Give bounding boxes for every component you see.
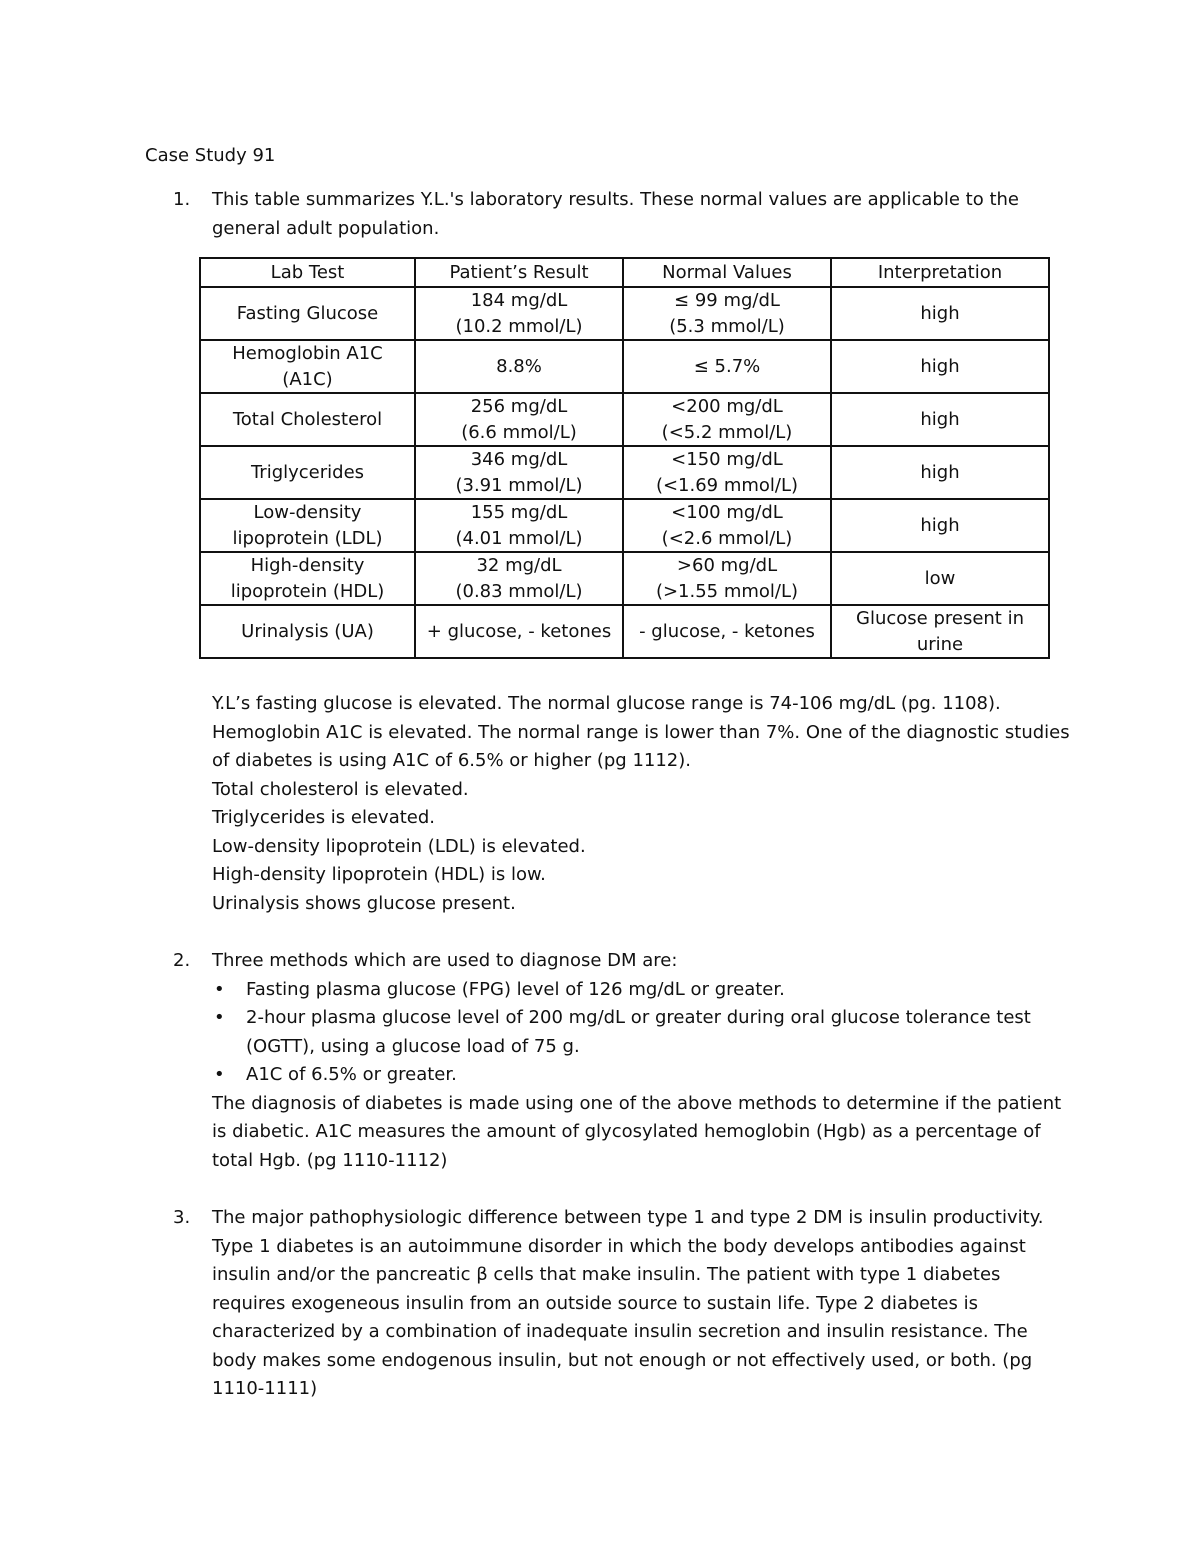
lab-test-cell: [200, 499, 415, 552]
list-item-text: Fasting plasma glucose (FPG) level of 126 mg/dL or greater.: [246, 978, 785, 1000]
patient-result-cell: [415, 605, 623, 658]
cell-line: >60 mg/dL: [676, 555, 778, 576]
lab-test-cell: [200, 393, 415, 446]
cell-line: Hemoglobin A1C: [232, 343, 383, 364]
table-row: [200, 446, 1049, 499]
interpretation-cell: [831, 287, 1049, 340]
cell-line: (<1.69 mmol/L): [655, 474, 799, 496]
answer-line: High-density lipoprotein (HDL) is low.: [212, 864, 546, 885]
bullet-icon: •: [214, 1007, 225, 1028]
patient-result-cell: [415, 446, 623, 499]
normal-values-cell: [623, 393, 831, 446]
cell-line: (10.2 mmol/L): [455, 315, 583, 337]
cell-line: (4.01 mmol/L): [455, 527, 583, 549]
question-body: The major pathophysiologic difference between type 1 and type 2 DM is insulin productivity. Type 1 diabetes is an autoimmune disorder in which the body develops antibodies against insulin and/or the pancreatic β cells that make insulin. The patient with type 1 diabetes requires exogeneous insulin from an outside source to sustain life. Type 2 diabetes is characterized by a combination of inadequate insulin secretion and insulin resistance. The body makes some endogenous insulin, but not enough or not effectively used, or both. (pg 1110-1111): [212, 1207, 1044, 1399]
cell-line: ≤ 5.7%: [693, 355, 761, 377]
cell-line: high: [920, 302, 960, 324]
question-conclusion: The diagnosis of diabetes is made using one of the above methods to determine if the patient is diabetic. A1C measures the amount of glycosylated hemoglobin (Hgb) as a percentage of total Hgb. (pg 1110-1112): [212, 1092, 1062, 1171]
interpretation-cell: [831, 446, 1049, 499]
cell-line: Fasting Glucose: [236, 302, 379, 324]
cell-line: lipoprotein (HDL): [230, 580, 385, 602]
lab-test-cell: [200, 287, 415, 340]
lab-test-cell: [200, 446, 415, 499]
cell-line: urine: [916, 633, 964, 655]
question-number: 2.: [173, 950, 191, 971]
cell-line: (6.6 mmol/L): [461, 421, 577, 443]
interpretation-cell: [831, 605, 1049, 658]
normal-values-cell: [623, 340, 831, 393]
table-row: [200, 393, 1049, 446]
patient-result-cell: [415, 552, 623, 605]
cell-line: - glucose, - ketones: [639, 620, 815, 642]
table-row: [200, 605, 1049, 658]
cell-line: 8.8%: [496, 355, 542, 377]
document-title: Case Study 91: [145, 145, 276, 166]
question-intro: This table summarizes Y.L.'s laboratory results. These normal values are applicable to the general adult population.: [212, 189, 1019, 239]
answer-line: Total cholesterol is elevated.: [212, 778, 469, 800]
answer-line: Hemoglobin A1C is elevated. The normal range is lower than 7%. One of the diagnostic studies of diabetes is using A1C of 6.5% or higher (pg 1112).: [212, 721, 1070, 771]
interpretation-cell: [831, 340, 1049, 393]
question-1-answer: [212, 690, 1072, 918]
answer-line: Y.L’s fasting glucose is elevated. The normal glucose range is 74-106 mg/dL (pg. 1108).: [212, 693, 1001, 714]
table-body: [200, 287, 1049, 658]
cell-line: <200 mg/dL: [671, 396, 783, 417]
cell-line: low: [924, 567, 956, 589]
bullet-icon: •: [214, 978, 225, 1000]
cell-line: Low-density: [253, 502, 362, 523]
question-number: 1.: [173, 189, 191, 210]
header-patient-result: Patient’s Result: [415, 258, 623, 287]
normal-values-cell: [623, 287, 831, 340]
table-row: [200, 287, 1049, 340]
answer-line: Urinalysis shows glucose present.: [212, 892, 516, 914]
interpretation-cell: [831, 552, 1049, 605]
patient-result-cell: [415, 393, 623, 446]
cell-line: high: [920, 408, 960, 430]
header-interpretation: Interpretation: [831, 258, 1049, 287]
cell-line: ≤ 99 mg/dL: [674, 290, 780, 311]
bullet-icon: •: [214, 1064, 225, 1085]
cell-line: <100 mg/dL: [671, 502, 783, 523]
list-item-text: A1C of 6.5% or greater.: [246, 1064, 457, 1085]
question-1: [145, 186, 1065, 243]
lab-test-cell: [200, 340, 415, 393]
patient-result-cell: [415, 287, 623, 340]
table-row: [200, 552, 1049, 605]
list-item: [212, 1061, 1065, 1090]
answer-line: Triglycerides is elevated.: [212, 807, 436, 828]
normal-values-cell: [623, 446, 831, 499]
cell-line: (3.91 mmol/L): [455, 474, 583, 496]
interpretation-cell: [831, 499, 1049, 552]
cell-line: (>1.55 mmol/L): [655, 580, 799, 602]
list-item: [212, 1004, 1065, 1061]
cell-line: (0.83 mmol/L): [455, 580, 583, 602]
lab-results-table: [199, 257, 1050, 659]
cell-line: 155 mg/dL: [470, 502, 568, 523]
cell-line: lipoprotein (LDL): [232, 527, 383, 549]
lab-test-cell: [200, 605, 415, 658]
lab-test-cell: [200, 552, 415, 605]
cell-line: 32 mg/dL: [476, 555, 562, 576]
question-intro: Three methods which are used to diagnose DM are:: [212, 950, 678, 971]
cell-line: High-density: [250, 555, 365, 576]
cell-line: (<2.6 mmol/L): [661, 527, 793, 549]
cell-line: + glucose, - ketones: [426, 620, 612, 642]
normal-values-cell: [623, 605, 831, 658]
cell-line: high: [920, 355, 960, 377]
cell-line: <150 mg/dL: [671, 449, 783, 470]
cell-line: Total Cholesterol: [232, 408, 383, 430]
cell-line: Urinalysis (UA): [241, 620, 374, 642]
answer-line: Low-density lipoprotein (LDL) is elevated.: [212, 835, 586, 857]
header-lab-test: Lab Test: [200, 258, 415, 287]
cell-line: Glucose present in: [856, 608, 1024, 629]
patient-result-cell: [415, 499, 623, 552]
cell-line: (<5.2 mmol/L): [661, 421, 793, 443]
table-header-row: [200, 258, 1049, 287]
list-item-text: 2-hour plasma glucose level of 200 mg/dL or greater during oral glucose tolerance test (OGTT), using a glucose load of 75 g.: [246, 1007, 1031, 1057]
normal-values-cell: [623, 499, 831, 552]
question-2: [145, 947, 1065, 1175]
table-row: [200, 340, 1049, 393]
cell-line: high: [920, 461, 960, 483]
interpretation-cell: [831, 393, 1049, 446]
normal-values-cell: [623, 552, 831, 605]
cell-line: 256 mg/dL: [470, 396, 568, 417]
list-item: [212, 976, 1065, 1005]
table-row: [200, 499, 1049, 552]
patient-result-cell: [415, 340, 623, 393]
cell-line: (5.3 mmol/L): [669, 315, 785, 337]
question-3: [145, 1204, 1065, 1404]
cell-line: high: [920, 514, 960, 536]
header-normal-values: Normal Values: [623, 258, 831, 287]
question-number: 3.: [173, 1207, 191, 1228]
cell-line: (A1C): [282, 368, 333, 390]
cell-line: 184 mg/dL: [470, 290, 568, 311]
cell-line: Triglycerides: [250, 461, 365, 483]
diagnosis-methods-list: [212, 976, 1065, 1090]
cell-line: 346 mg/dL: [470, 449, 568, 470]
